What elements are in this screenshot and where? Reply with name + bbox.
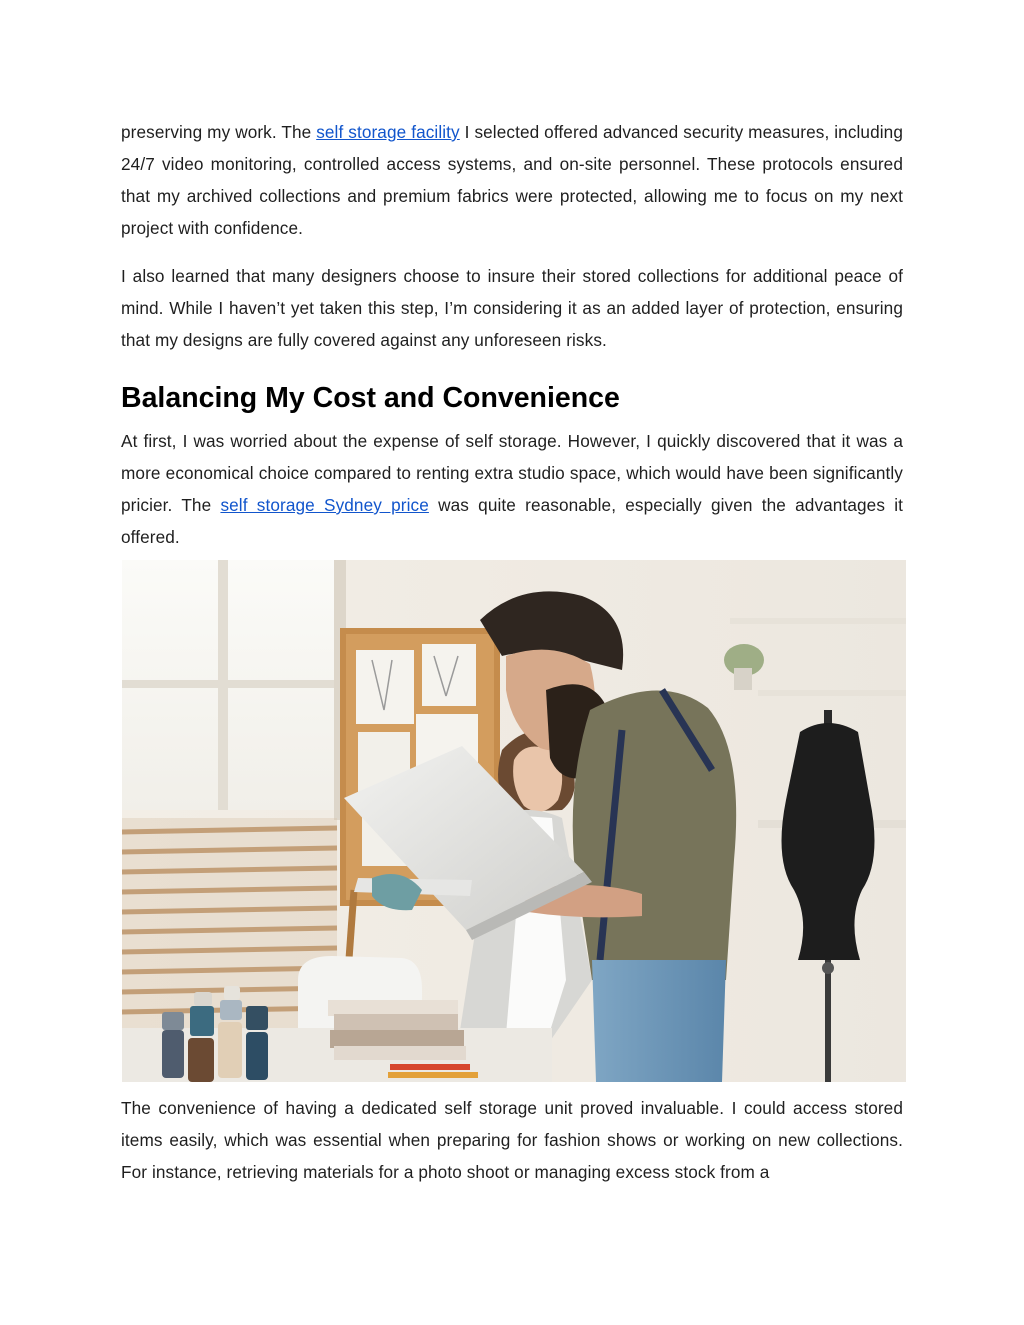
paragraph-text: At first, I was worried about the expense of self storage. However, I quickly discovered that it was a more economical choice compared to renting extra studio space, which would have been significantly pricier. The — [121, 431, 903, 515]
window — [122, 560, 346, 820]
paragraph-cost — [121, 425, 903, 553]
paragraph-insurance: I also learned that many designers choose to insure their stored collections for additional peace of mind. While I haven’t yet taken this step, I’m considering it as an added layer of protection, ensuring that my designs are fully covered against any unforeseen risks. — [121, 266, 903, 350]
paragraph-text: was quite reasonable, especially given the advantages it offered. — [121, 495, 904, 547]
paragraph-convenience: The convenience of having a dedicated self storage unit proved invaluable. I could access stored items easily, which was essential when preparing for fashion shows or working on new collections. For instance, retrieving materials for a photo shoot or managing excess stock from a — [121, 1098, 903, 1182]
paragraph-text: I selected offered advanced security measures, including 24/7 video monitoring, controlled access systems, and on-site personnel. These protocols ensured that my archived collections and premium fabrics were protected, allowing me to focus on my next project with confidence. — [121, 122, 903, 238]
paragraph-text: preserving my work. The — [121, 122, 317, 142]
self-storage-facility-link[interactable]: self storage facility — [316, 122, 460, 142]
self-storage-sydney-price-link[interactable]: self storage Sydney price — [220, 495, 429, 515]
section-heading: Balancing My Cost and Convenience — [121, 382, 620, 414]
designers-photo — [122, 560, 906, 1082]
document-page — [121, 116, 903, 1188]
paragraph-security — [121, 116, 903, 244]
